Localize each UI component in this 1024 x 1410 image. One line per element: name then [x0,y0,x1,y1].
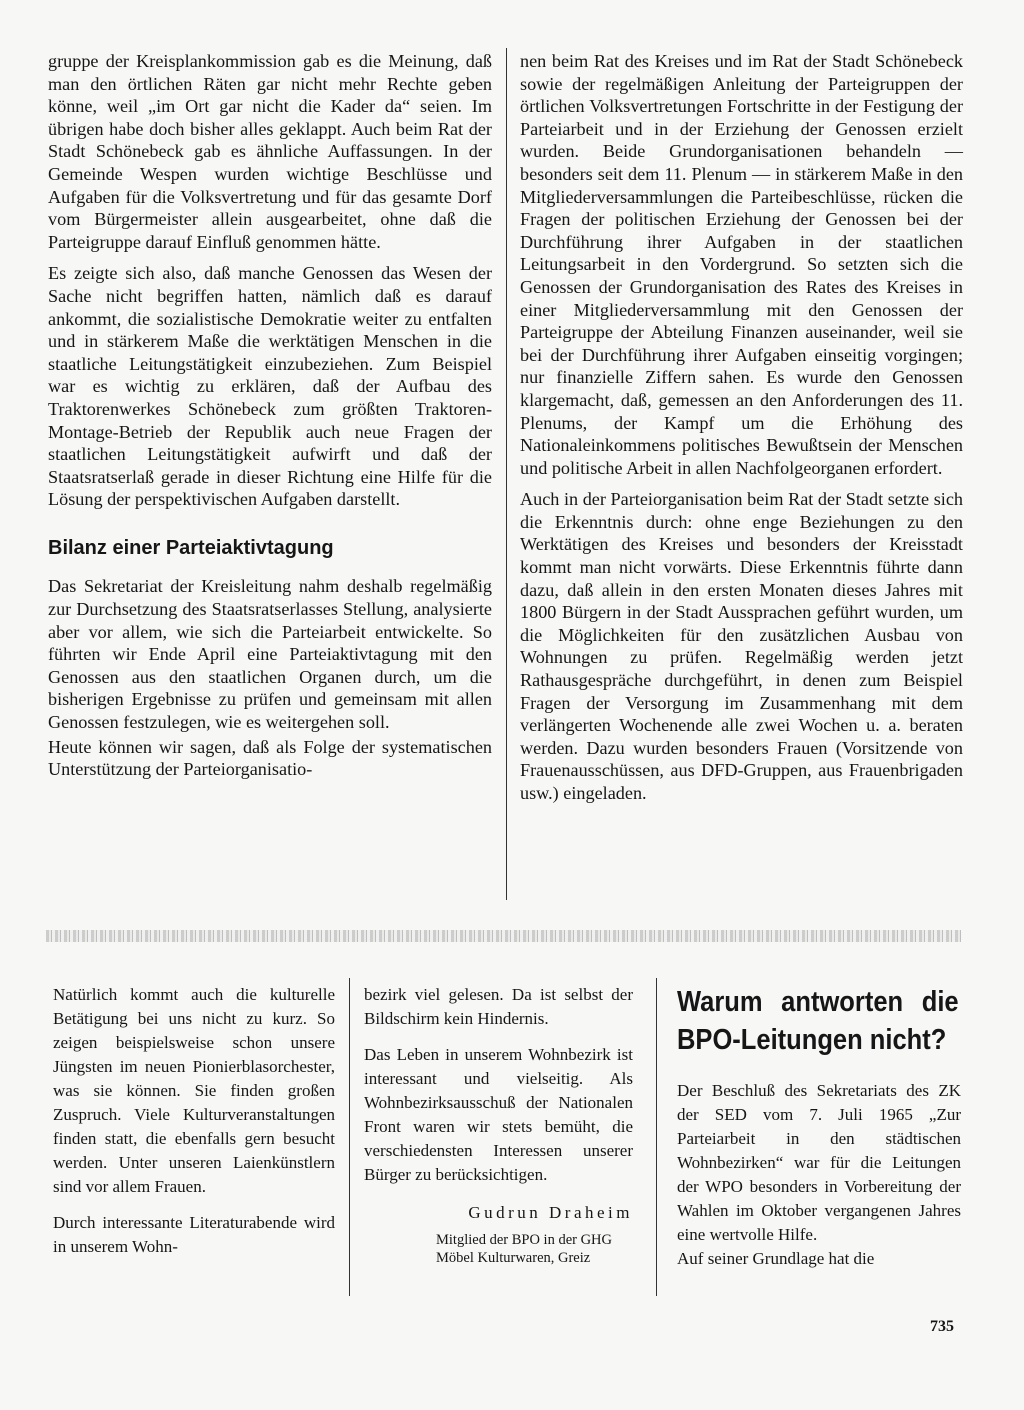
body-paragraph: Durch interessante Literaturabende wird in unserem Wohn- [53,1213,335,1256]
body-paragraph: nen beim Rat des Kreises und im Rat der Stadt Schönebeck sowie der regelmäßigen Anleitung der Parteigruppen der örtlichen Volksvertretungen Fortschritte in der Festigung der Parteiarbeit und in der Erziehung der Genossen erzielt wurden. Beide Grundorganisationen behandeln — besonders seit dem 11. Plenum — in stärkerem Maße in den Mitgliederversammlungen die Parteibeschlüsse, rücken die Fragen der politischen Erziehung der Genossen bei der Durchführung ihrer Aufgaben in der staatlichen Leitungsarbeit in den Vordergrund. So setzten sich die Genossen der Grundorganisation des Rates des Kreises in einer Mitgliederversammlung mit den Genossen der Parteigruppe der Abteilung Finanzen auseinander, weil sie bei der Durchführung ihrer Aufgaben einseitig vorgingen; nur finanzielle Ziffern sahen. Es wurde den Genossen klargemacht, daß, gemessen an den Anforderungen des 11. Plenums, der Kampf um die Erhöhung des Nationaleinkommens politisches Bewußtsein der Menschen und politische Arbeit in allen Nachfolgeorganen erfordert. [520,51,963,478]
article-column [677,983,961,1283]
body-paragraph: Natürlich kommt auch die kulturelle Betätigung bei uns nicht zu kurz. So zeigen beispielsweise schon unsere Jüngsten im neuen Pionierblasorchester, was sie können. Sie finden großen Zuspruch. Viele Kulturveranstaltungen finden statt, die ebenfalls gern besucht werden. Unter unseren Laienkünstlern sind vor allem Frauen. [53,985,335,1196]
page-number: 735 [930,1318,954,1335]
body-paragraph: Auf seiner Grundlage hat die [677,1249,875,1268]
column-divider [506,48,507,900]
body-paragraph: Auch in der Parteiorganisation beim Rat der Stadt setzte sich die Erkenntnis durch: ohne enge Beziehungen zu den Werktätigen des Kreises und besonders der Kreisstadt kommt man nicht vorwärts. Diese Erkenntnis führte dann dazu, daß allein in den ersten Monaten dieses Jahres mit 1800 Bürgern in der Stadt Aussprachen geführt wurden, um die Möglichkeiten für den zusätzlichen Ausbau von Wohnungen zu prüfen. Regelmäßig werden jetzt Rathausgespräche durchgeführt, in denen zum Beispiel Fragen der Versorgung im Zusammenhang mit dem verlängerten Wochenende alle zwei Wochen u. a. beraten werden. Dazu wurden besonders Frauen (Vorsitzende von Frauenausschüssen, aus DFD-Gruppen, aus Frauenbrigaden usw.) eingeladen. [520,489,963,803]
author-affiliation: Mitglied der BPO in der GHG Möbel Kulturwaren, Greiz [436,1232,612,1266]
body-paragraph: Heute können wir sagen, daß als Folge der systematischen Unterstützung der Parteiorganisatio- [48,736,492,780]
body-paragraph: Der Beschluß des Sekretariats des ZK der SED vom 7. Juli 1965 „Zur Parteiarbeit in den städtischen Wohnbezirken“ war für die Leitungen der WPO besonders in Vorbereitung der Wahlen im Oktober vergangenen Jahres eine wertvolle Hilfe. [677,1081,961,1244]
body-paragraph: bezirk viel gelesen. Da ist selbst der Bildschirm kein Hindernis. [364,985,633,1028]
column-divider [656,978,657,1296]
body-paragraph: gruppe der Kreisplankommission gab es die Meinung, daß man den örtlichen Räten gar nicht mehr Rechte geben könne, weil „im Ort gar nicht die Kader da“ seien. Im übrigen habe doch bisher alles geklappt. Auch beim Rat der Stadt Schönebeck gab es ähnliche Auffassungen. In der Gemeinde Wespen wurden wichtige Beschlüsse und Aufgaben für die Volksvertretung und für das gesamte Dorf vom Bürgermeister allein ausgearbeitet, ohne daß die Parteigruppe darauf Einfluß genommen hätte. [48,51,492,252]
upper-right-column [520,50,963,814]
section-heading: Bilanz einer Parteiaktivtagung [48,536,334,559]
body-paragraph: Das Sekretariat der Kreisleitung nahm deshalb regelmäßig zur Durchsetzung des Staatsratserlasses Stellung, analysierte aber vor allem, wie sich die Parteiarbeit entwickelte. So führten wir Ende April eine Parteiaktivtagung mit den Genossen aus den staatlichen Organen durch, um die bisherigen Ergebnisse zu prüfen und gemeinsam mit allen Genossen festzulegen, wie es weitergehen soll. [48,576,492,733]
body-paragraph: Das Leben in unserem Wohnbezirk ist interessant und vielseitig. Als Wohnbezirksausschuß der Nationalen Front waren wir stets bemüht, die verschiedensten Interessen unserer Bürger zu berücksichtigen. [364,1045,633,1184]
letter-column-2 [364,983,633,1267]
author-name: Gudrun Draheim [468,1203,633,1222]
upper-left-column [48,50,492,790]
column-divider [349,978,350,1296]
letter-column-1 [53,983,335,1271]
body-paragraph: Es zeigte sich also, daß manche Genossen das Wesen der Sache nicht begriffen hatten, nämlich daß es darauf ankommt, die sozialistische Demokratie weiter zu entfalten und in stärkerem Maße die werktätigen Menschen in die staatliche Leitungstätigkeit einzubeziehen. Zum Beispiel war es wichtig zu erklären, daß der Aufbau des Traktorenwerkes Schönebeck zum größten Traktoren-Montage-Betrieb der Republik auch neue Fragen der staatlichen Leitungstätigkeit aufwirft und daß der Staatsratserlaß gerade in dieser Richtung eine Hilfe für die Lösung der perspektivischen Aufgaben darstellt. [48,263,492,510]
article-title: Warum antworten die BPO-Leitungen nicht? [677,986,959,1056]
halftone-separator-rule [46,930,961,942]
